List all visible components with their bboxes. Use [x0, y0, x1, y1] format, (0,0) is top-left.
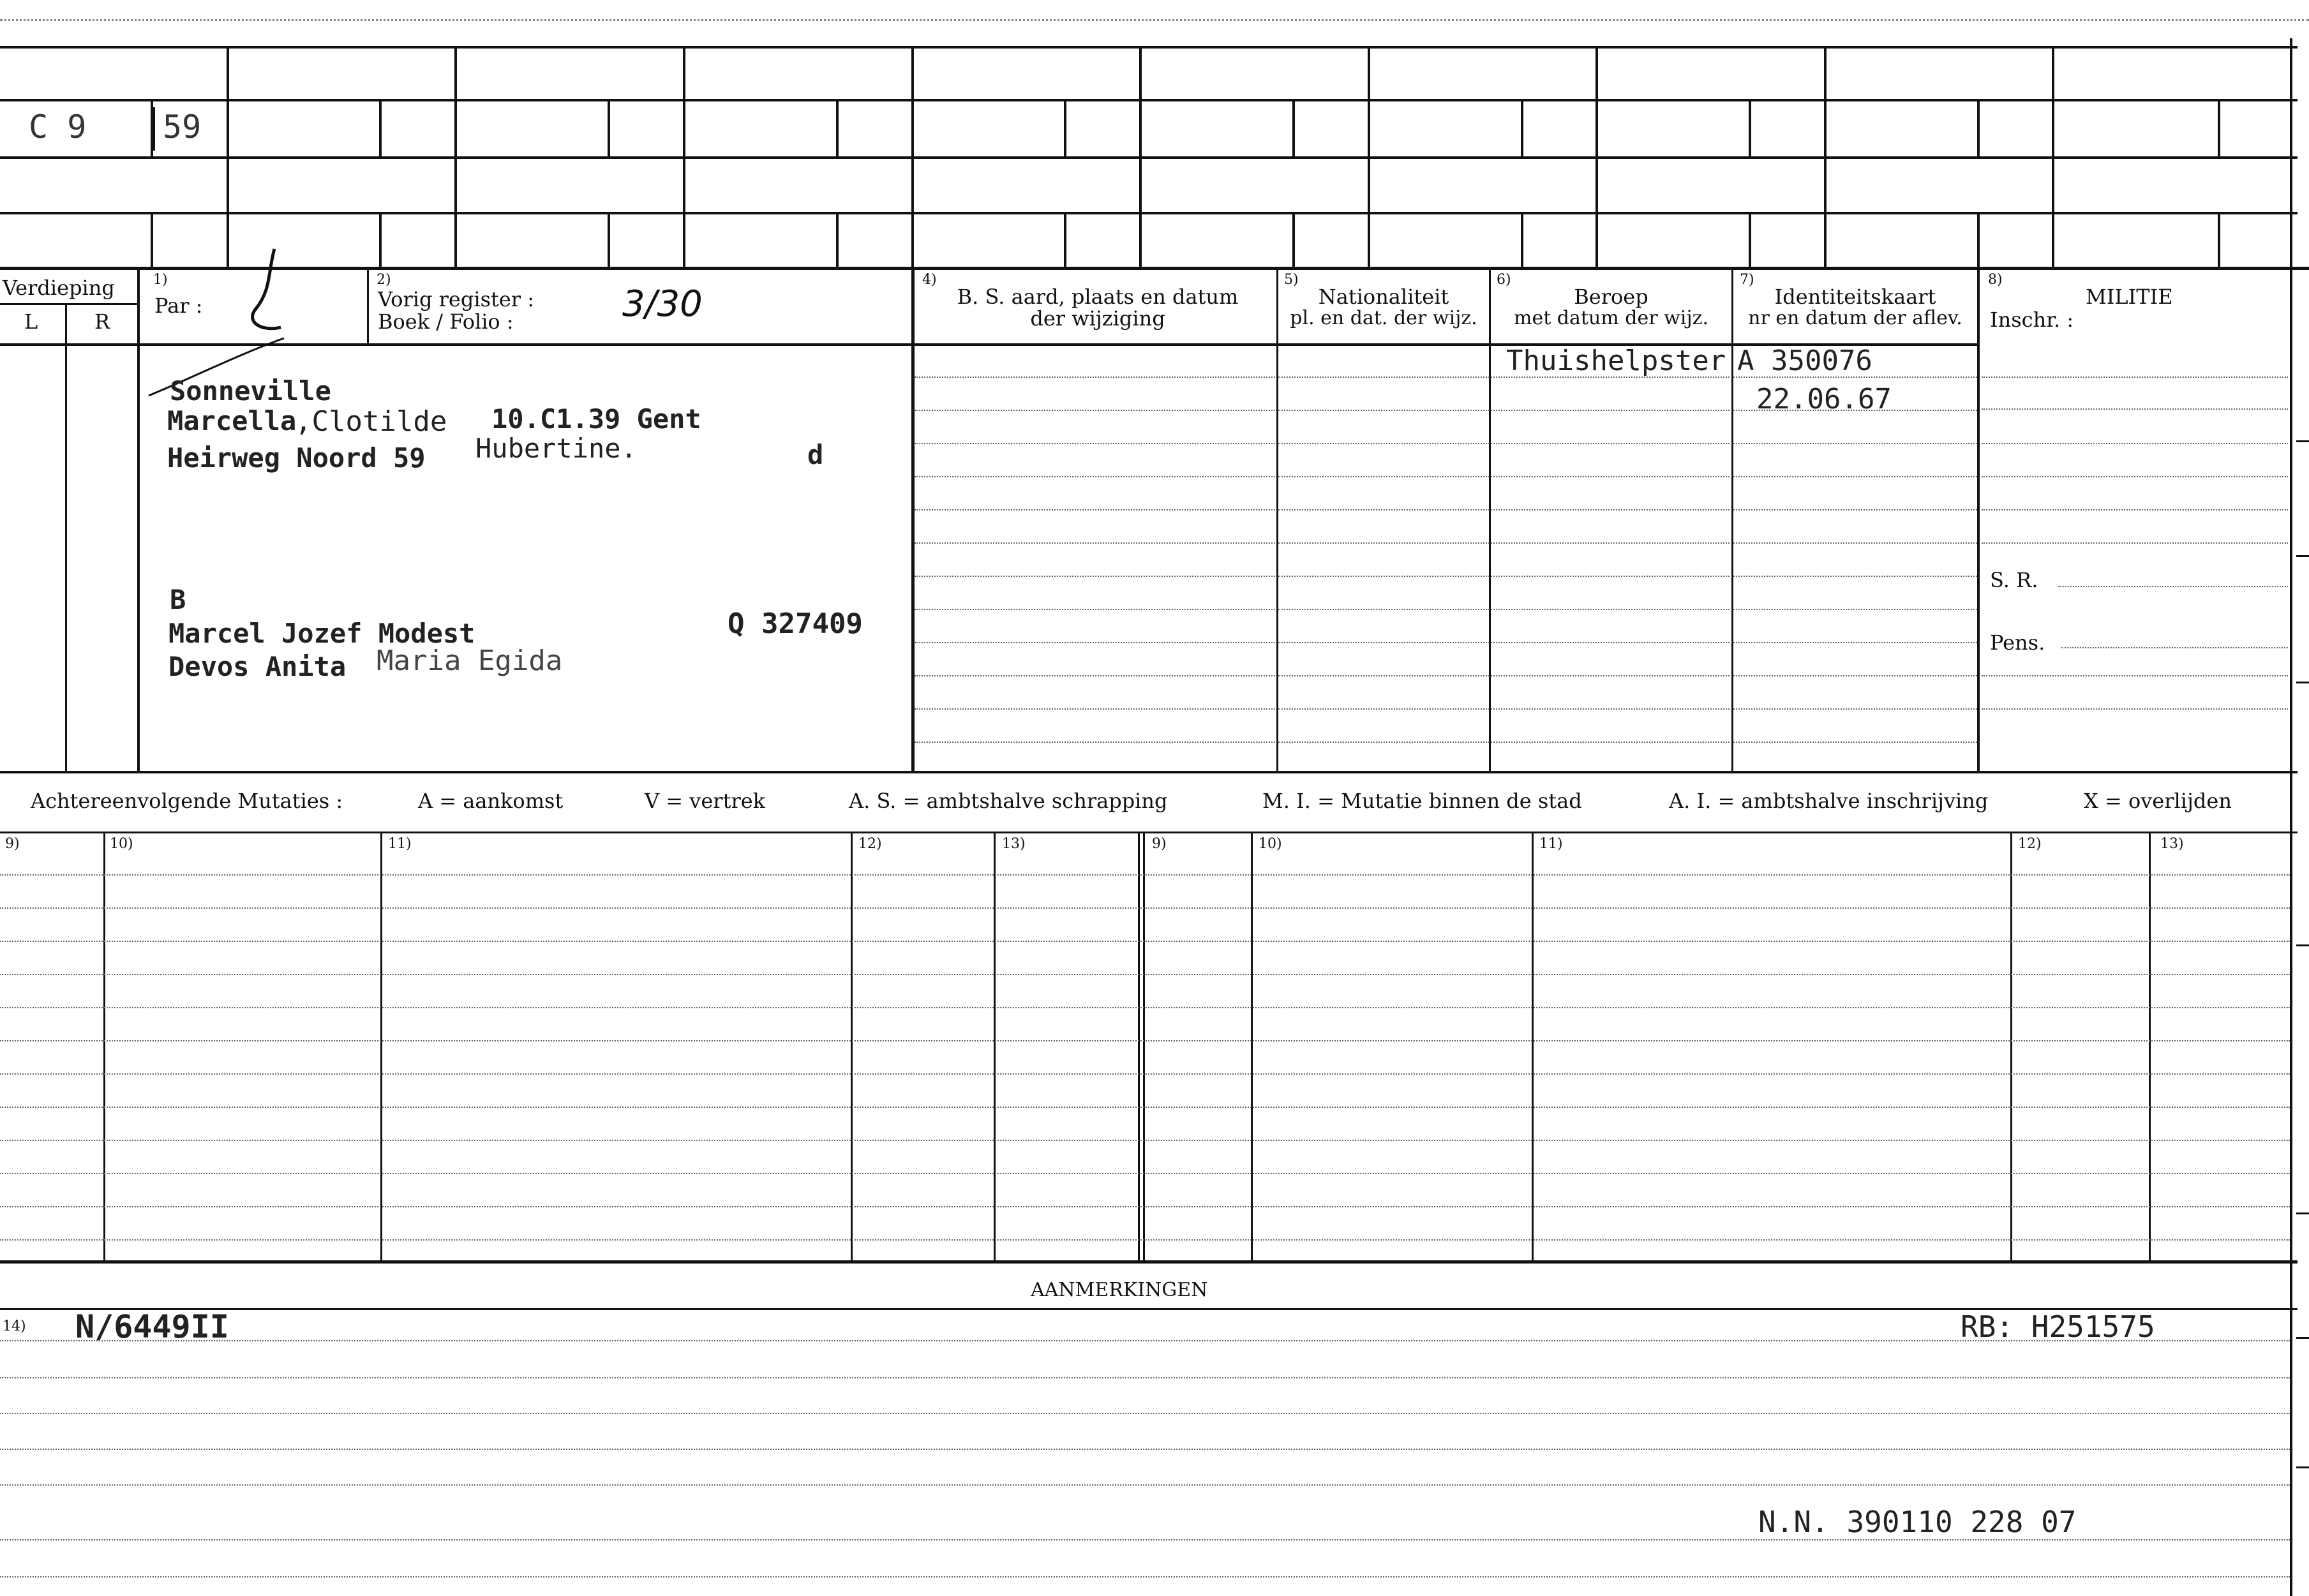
nat-num: 5)	[1284, 272, 1299, 288]
verdieping-label: Verdieping	[3, 276, 115, 300]
col-10-right: 10)	[1259, 836, 1282, 852]
sr-label: S. R.	[1990, 568, 2038, 592]
militie-title: MILITIE	[2086, 285, 2173, 309]
id-value-line1: A 350076	[1737, 345, 1872, 377]
given-rest: ,Clotilde	[295, 405, 447, 438]
legend-ai: A. I. = ambtshalve inschrijving	[1669, 789, 1989, 813]
par-label: Par :	[154, 294, 203, 318]
id-value-line2: 22.06.67	[1756, 383, 1892, 415]
beroep-line2: met datum der wijz.	[1514, 307, 1708, 329]
aanmerkingen-title: AANMERKINGEN	[1031, 1279, 1208, 1301]
col-13-right: 13)	[2160, 836, 2184, 852]
address: Heirweg Noord 59	[167, 442, 426, 474]
mutaties-title: Achtereenvolgende Mutaties :	[31, 789, 343, 813]
mutaties-top-line	[0, 771, 2298, 773]
mother-name: Devos Anita	[168, 651, 347, 682]
grid-code: C 9	[29, 108, 87, 145]
vorig-value: 3/30	[622, 283, 703, 325]
col-12-left: 12)	[858, 836, 882, 852]
col-11-left: 11)	[388, 836, 412, 852]
id-line2: nr en datum der aflev.	[1748, 307, 1962, 329]
col-13-left: 13)	[1002, 836, 1026, 852]
legend-as: A. S. = ambtshalve schrapping	[849, 789, 1168, 813]
id-line1: Identiteitskaart	[1774, 285, 1936, 309]
spouse-code: Q 327409	[728, 608, 863, 640]
bs-num: 4)	[922, 272, 937, 288]
marker-d: d	[807, 439, 824, 470]
id-num: 7)	[1740, 272, 1754, 288]
col-11-right: 11)	[1539, 836, 1563, 852]
aanmerkingen-nn: N.N. 390110 228 07	[1758, 1505, 2077, 1539]
aanmerkingen-ref: N/6449II	[75, 1308, 229, 1345]
pens-label: Pens.	[1990, 630, 2045, 655]
mother-extra: Maria Egida	[377, 645, 563, 677]
par-num: 1)	[153, 272, 168, 288]
given-prefix: Marcella	[167, 405, 297, 436]
surname: Sonneville	[170, 375, 331, 406]
nat-line2: pl. en dat. der wijz.	[1290, 307, 1477, 329]
par-signature	[243, 246, 294, 341]
bs-line2: der wijziging	[1030, 306, 1165, 331]
vorig-line1: Vorig register :	[378, 287, 535, 311]
beroep-num: 6)	[1497, 272, 1511, 288]
mil-num: 8)	[1988, 272, 2003, 288]
col-9-left: 9)	[5, 836, 20, 852]
vorig-line2: Boek / Folio :	[378, 310, 514, 334]
aanmerkingen-num: 14)	[3, 1318, 26, 1334]
beroep-line1: Beroep	[1574, 285, 1648, 309]
vorig-num: 2)	[377, 272, 391, 288]
nat-line1: Nationaliteit	[1318, 285, 1449, 309]
aanmerkingen-rb: RB: H251575	[1961, 1309, 2155, 1344]
extra-name: Hubertine.	[475, 433, 637, 464]
marker-b: B	[170, 584, 186, 615]
legend-a: A = aankomst	[418, 789, 564, 813]
legend-mi: M. I. = Mutatie binnen de stad	[1262, 789, 1582, 813]
inschr-label: Inschr. :	[1990, 308, 2074, 332]
birth-info: 10.C1.39 Gent	[491, 403, 701, 435]
col-12-right: 12)	[2018, 836, 2042, 852]
spouse-name: Marcel Jozef Modest	[168, 618, 475, 649]
grid-number: 59	[163, 108, 202, 145]
col-9-right: 9)	[1152, 836, 1167, 852]
col-10-left: 10)	[110, 836, 133, 852]
bs-line1: B. S. aard, plaats en datum	[957, 285, 1239, 309]
l-label: L	[24, 310, 38, 334]
legend-x: X = overlijden	[2084, 789, 2232, 813]
beroep-value: Thuishelpster	[1506, 345, 1726, 377]
r-label: R	[94, 310, 110, 334]
legend-v: V = vertrek	[645, 789, 766, 813]
scan-top-edge	[0, 19, 2309, 21]
